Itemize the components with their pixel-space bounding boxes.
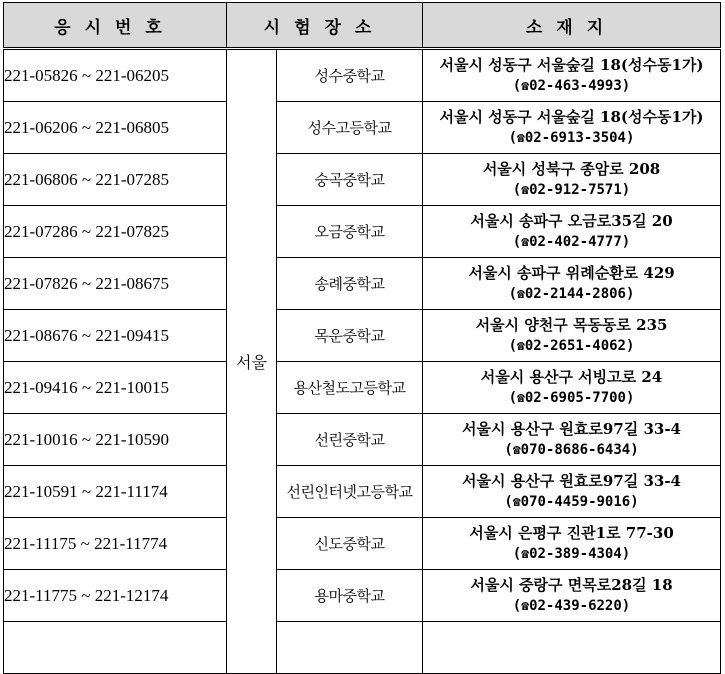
phone-line: (☎02-912-7571)	[512, 181, 631, 198]
phone-number: 02-463-4993	[529, 77, 622, 94]
exam-number-range: 221-08676 ~ 221-09415	[4, 310, 227, 362]
phone-line: (☎02-6913-3504)	[508, 129, 635, 146]
phone-line: (☎02-2144-2806)	[508, 285, 635, 302]
school-name: 선린중학교	[277, 414, 423, 466]
header-row	[4, 3, 721, 49]
phone-number: 02-912-7571	[529, 181, 622, 198]
phone-number: 070-8686-6434	[520, 441, 631, 458]
exam-number-range: 221-07286 ~ 221-07825	[4, 206, 227, 258]
telephone-icon: ☎	[512, 494, 521, 510]
telephone-icon: ☎	[521, 598, 530, 614]
table-row	[4, 570, 721, 622]
phone-number: 070-4459-9016	[520, 493, 631, 510]
telephone-icon: ☎	[517, 338, 525, 354]
exam-number-range: 221-06806 ~ 221-07285	[4, 154, 227, 206]
table-row	[4, 310, 721, 362]
school-name: 성수중학교	[277, 49, 423, 102]
address-cell	[423, 258, 721, 310]
address-text: 서울시 성동구 서울숲길 18(성수동1가)	[439, 107, 704, 126]
table-row	[4, 466, 721, 518]
address-cell	[423, 466, 721, 518]
telephone-icon: ☎	[521, 546, 530, 562]
header-exam-number: 응시번호	[4, 3, 227, 49]
address-cell	[423, 49, 721, 102]
telephone-icon: ☎	[521, 182, 530, 198]
exam-number-range: 221-11775 ~ 221-12174	[4, 570, 227, 622]
phone-line: (☎02-6905-7700)	[508, 389, 635, 406]
address-text: 서울시 용산구 원효로97길 33-4	[462, 471, 681, 490]
school-name: 용마중학교	[277, 570, 423, 622]
exam-venue-table	[3, 2, 721, 674]
address-text: 서울시 중랑구 면목로28길 18	[470, 575, 673, 594]
header-venue: 시험장소	[227, 3, 423, 49]
address-cell	[423, 362, 721, 414]
exam-number-range: 221-09416 ~ 221-10015	[4, 362, 227, 414]
phone-number: 02-439-6220	[529, 597, 622, 614]
address-text: 서울시 성북구 종암로 208	[482, 159, 661, 178]
table-row	[4, 49, 721, 102]
address-text: 서울시 송파구 위례순환로 429	[468, 263, 675, 282]
phone-number: 02-402-4777	[529, 233, 622, 250]
phone-line: (☎02-463-4993)	[512, 77, 631, 94]
address-text: 서울시 성동구 서울숲길 18(성수동1가)	[439, 55, 704, 74]
phone-line: (☎02-402-4777)	[512, 233, 631, 250]
phone-line: (☎02-2651-4062)	[508, 337, 635, 354]
school-name: 목운중학교	[277, 310, 423, 362]
telephone-icon: ☎	[521, 78, 530, 94]
school-name: 숭곡중학교	[277, 154, 423, 206]
table-row	[4, 258, 721, 310]
address-cell	[423, 518, 721, 570]
header-address: 소재지	[423, 3, 721, 49]
school-name: 성수고등학교	[277, 102, 423, 154]
phone-number: 02-389-4304	[529, 545, 622, 562]
phone-number: 02-2651-4062	[524, 337, 626, 354]
table-row	[4, 154, 721, 206]
table-row	[4, 518, 721, 570]
address-text: 서울시 송파구 오금로35길 20	[470, 211, 673, 230]
address-cell	[423, 414, 721, 466]
region-cell: 서울	[227, 49, 277, 674]
school-name: 오금중학교	[277, 206, 423, 258]
phone-line: (☎02-389-4304)	[512, 545, 631, 562]
address-text: 서울시 용산구 원효로97길 33-4	[462, 419, 681, 438]
address-text: 서울시 용산구 서빙고로 24	[480, 367, 663, 386]
telephone-icon: ☎	[512, 442, 521, 458]
phone-number: 02-2144-2806	[524, 285, 626, 302]
phone-number: 02-6905-7700	[524, 389, 626, 406]
table-row-cut-off	[4, 622, 721, 674]
table-row	[4, 102, 721, 154]
address-cell	[423, 102, 721, 154]
telephone-icon: ☎	[517, 130, 525, 146]
school-name: 선린인터넷고등학교	[277, 466, 423, 518]
table-row	[4, 206, 721, 258]
phone-line: (☎02-439-6220)	[512, 597, 631, 614]
address-cell	[423, 310, 721, 362]
exam-number-range: 221-06206 ~ 221-06805	[4, 102, 227, 154]
table-row	[4, 362, 721, 414]
exam-number-range: 221-07826 ~ 221-08675	[4, 258, 227, 310]
phone-line: (☎070-8686-6434)	[504, 441, 639, 458]
address-text: 서울시 양천구 목동동로 235	[475, 315, 668, 334]
phone-line: (☎070-4459-9016)	[504, 493, 639, 510]
address-cell	[423, 570, 721, 622]
exam-number-range: 221-11175 ~ 221-11774	[4, 518, 227, 570]
table-row	[4, 414, 721, 466]
exam-number-range: 221-10591 ~ 221-11174	[4, 466, 227, 518]
telephone-icon: ☎	[517, 286, 525, 302]
school-name: 송례중학교	[277, 258, 423, 310]
school-name: 용산철도고등학교	[277, 362, 423, 414]
school-name: 신도중학교	[277, 518, 423, 570]
telephone-icon: ☎	[517, 390, 525, 406]
telephone-icon: ☎	[521, 234, 530, 250]
phone-number: 02-6913-3504	[524, 129, 626, 146]
address-text: 서울시 은평구 진관1로 77-30	[469, 523, 674, 542]
exam-number-range: 221-05826 ~ 221-06205	[4, 49, 227, 102]
exam-number-range: 221-10016 ~ 221-10590	[4, 414, 227, 466]
address-cell	[423, 154, 721, 206]
address-cell	[423, 206, 721, 258]
